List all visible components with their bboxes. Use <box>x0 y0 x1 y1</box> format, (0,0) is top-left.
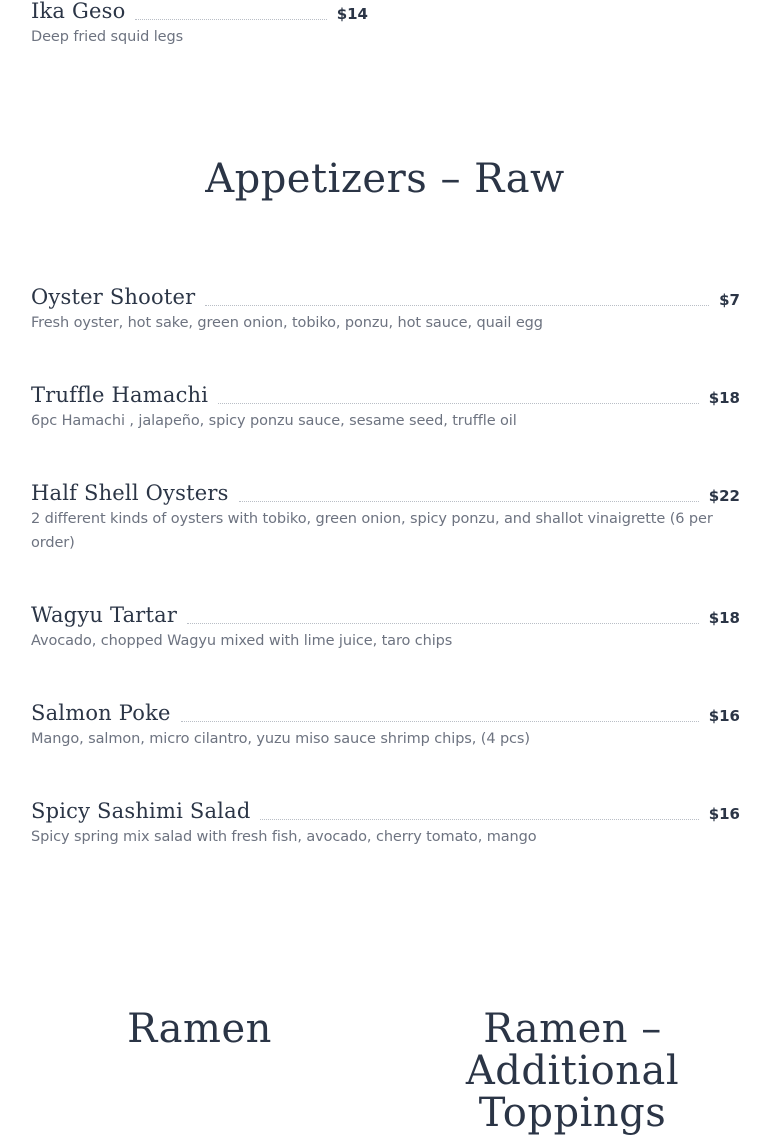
menu-item-row <box>31 602 740 628</box>
menu-item-salmon-poke <box>31 700 740 751</box>
menu-item-row <box>31 284 740 310</box>
menu-item-price: $22 <box>708 487 740 505</box>
menu-item-row <box>31 0 368 24</box>
menu-item-description: 6pc Hamachi , jalapeño, spicy ponzu sauce, sesame seed, truffle oil <box>31 413 517 429</box>
menu-item-description: Avocado, chopped Wagyu mixed with lime juice, taro chips <box>31 633 453 649</box>
section-title-ramen: Ramen <box>127 1006 272 1052</box>
menu-item-price: $18 <box>708 609 740 627</box>
section-title-ramen-additional-toppings: Ramen – Additional Toppings <box>465 1006 680 1136</box>
menu-item-price: $18 <box>708 389 740 407</box>
menu-item-description: Mango, salmon, micro cilantro, yuzu miso sauce shrimp chips, (4 pcs) <box>31 731 530 747</box>
dotted-leader <box>187 622 699 624</box>
menu-item-spicy-sashimi-salad <box>31 798 740 849</box>
menu-item-name: Salmon Poke <box>31 701 171 725</box>
menu-item-description: Deep fried squid legs <box>31 29 184 45</box>
menu-item-half-shell-oysters <box>31 480 740 555</box>
menu-item-row <box>31 480 740 506</box>
menu-item-name: Truffle Hamachi <box>31 383 209 407</box>
menu-item-row <box>31 382 740 408</box>
menu-item-name: Half Shell Oysters <box>31 481 229 505</box>
menu-item-description: Spicy spring mix salad with fresh fish, avocado, cherry tomato, mango <box>31 829 537 845</box>
menu-item-truffle-hamachi <box>31 382 740 433</box>
dotted-leader <box>135 18 326 20</box>
dotted-leader <box>260 818 698 820</box>
menu-item-wagyu-tartar <box>31 602 740 653</box>
menu-item-price: $14 <box>336 5 368 23</box>
menu-item-row <box>31 700 740 726</box>
menu-item-ika-geso <box>31 0 368 49</box>
menu-item-name: Ika Geso <box>31 0 126 23</box>
menu-item-oyster-shooter <box>31 284 740 335</box>
dotted-leader <box>205 304 709 306</box>
menu-item-price: $7 <box>719 291 740 309</box>
menu-item-description: Fresh oyster, hot sake, green onion, tobiko, ponzu, hot sauce, quail egg <box>31 315 543 331</box>
dotted-leader <box>181 720 699 722</box>
dotted-leader <box>239 500 699 502</box>
menu-item-description: 2 different kinds of oysters with tobiko, green onion, spicy ponzu, and shallot vinaigrette (6 per order) <box>31 511 713 551</box>
menu-item-name: Wagyu Tartar <box>31 603 178 627</box>
menu-item-row <box>31 798 740 824</box>
menu-item-name: Oyster Shooter <box>31 285 196 309</box>
section-title-appetizers-raw: Appetizers – Raw <box>205 156 565 202</box>
menu-item-price: $16 <box>708 805 740 823</box>
menu-item-name: Spicy Sashimi Salad <box>31 799 251 823</box>
menu-item-price: $16 <box>708 707 740 725</box>
dotted-leader <box>218 402 698 404</box>
